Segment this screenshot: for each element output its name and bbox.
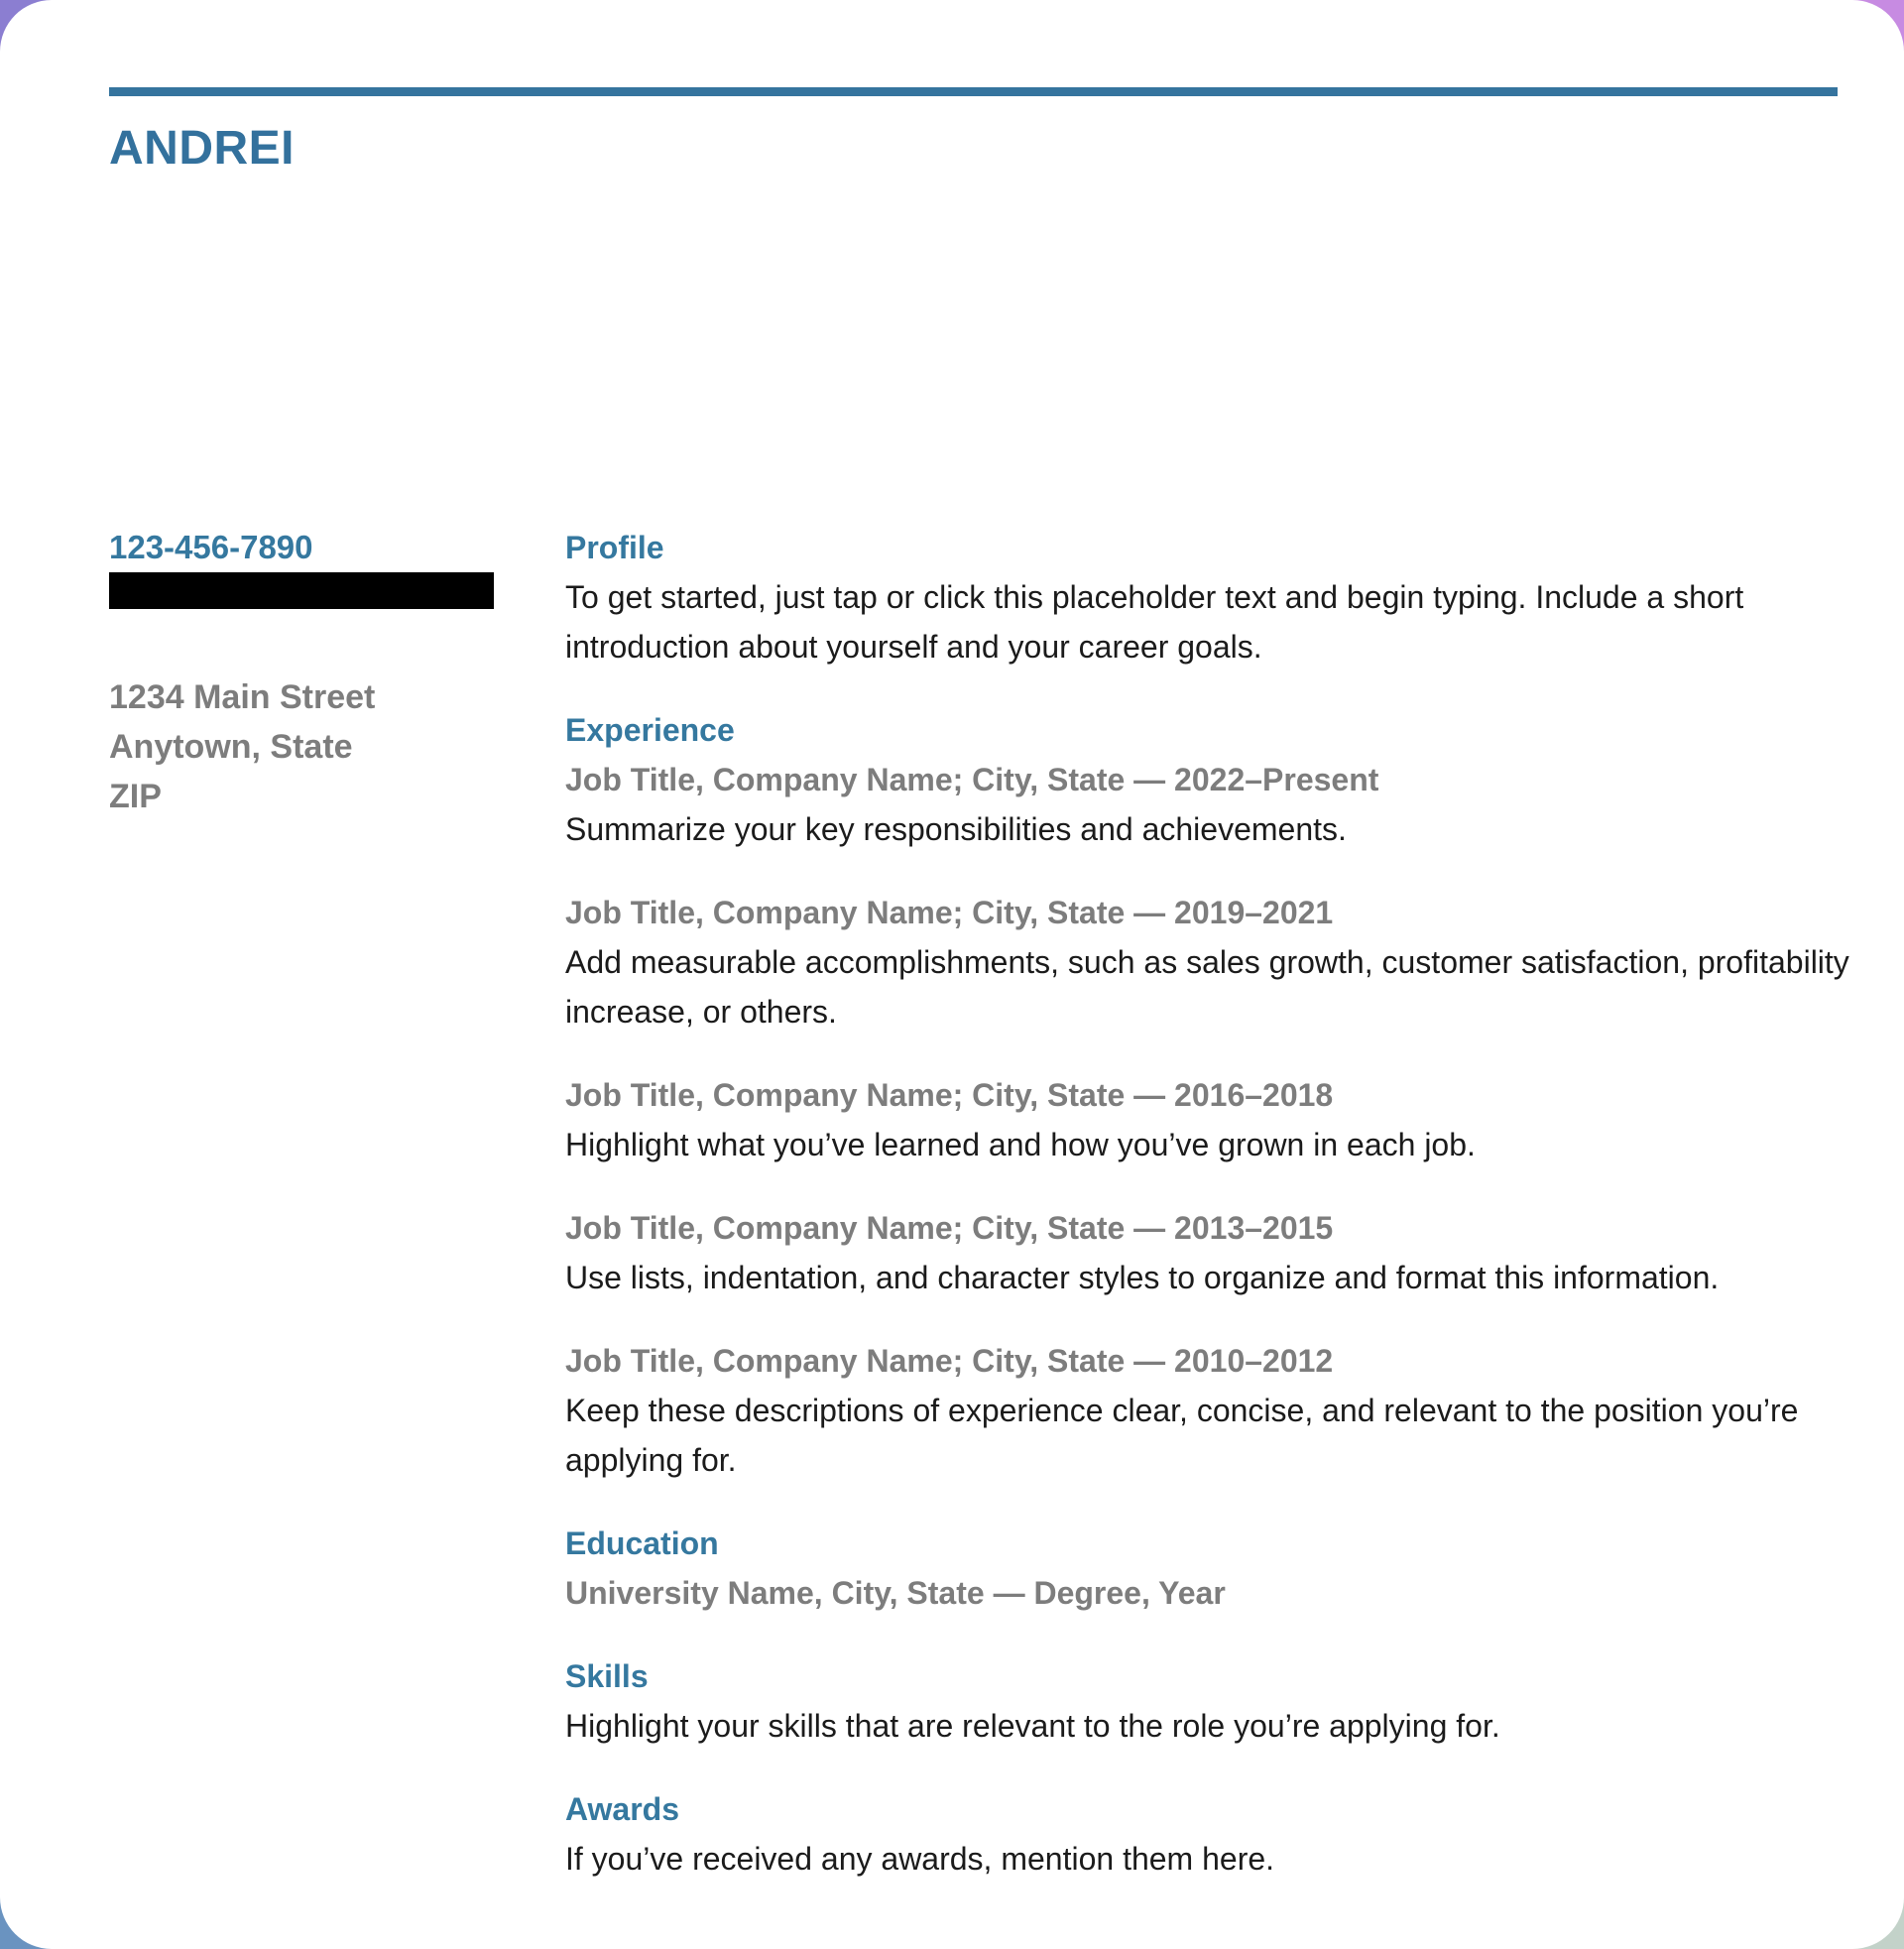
contact-column xyxy=(109,523,565,1917)
job-entry xyxy=(565,888,1854,1036)
section-experience xyxy=(565,705,1854,854)
job-entry xyxy=(565,1203,1854,1302)
education-heading: Education xyxy=(565,1525,719,1561)
job-title[interactable]: Job Title, Company Name; City, State — 2022–Present xyxy=(565,762,1379,797)
job-description[interactable]: Keep these descriptions of experience clear, concise, and relevant to the position you’re applying for. xyxy=(565,1393,1799,1478)
section-skills xyxy=(565,1651,1854,1751)
job-entry xyxy=(565,1070,1854,1169)
address-line-city[interactable]: Anytown, State xyxy=(109,728,353,766)
job-description[interactable]: Add measurable accomplishments, such as sales growth, customer satisfaction, profitability increase, or others. xyxy=(565,944,1849,1030)
address-line-street[interactable]: 1234 Main Street xyxy=(109,678,376,716)
section-profile xyxy=(565,523,1854,671)
job-title[interactable]: Job Title, Company Name; City, State — 2019–2021 xyxy=(565,895,1334,930)
profile-heading: Profile xyxy=(565,530,664,565)
accent-rule xyxy=(109,87,1838,96)
job-description[interactable]: Highlight what you’ve learned and how you’ve grown in each job. xyxy=(565,1127,1476,1162)
skills-placeholder-text[interactable]: Highlight your skills that are relevant to the role you’re applying for. xyxy=(565,1708,1500,1744)
job-title[interactable]: Job Title, Company Name; City, State — 2013–2015 xyxy=(565,1210,1334,1246)
job-description[interactable]: Use lists, indentation, and character styles to organize and format this information. xyxy=(565,1260,1720,1295)
phone-number[interactable]: 123-456-7890 xyxy=(109,529,313,565)
job-title[interactable]: Job Title, Company Name; City, State — 2016–2018 xyxy=(565,1077,1334,1113)
section-awards xyxy=(565,1784,1854,1884)
education-entry[interactable]: University Name, City, State — Degree, Year xyxy=(565,1575,1226,1611)
address-block[interactable] xyxy=(109,672,565,821)
job-description[interactable]: Summarize your key responsibilities and achievements. xyxy=(565,811,1347,847)
page-columns xyxy=(109,523,1854,1917)
redaction-bar xyxy=(109,572,494,609)
content-column xyxy=(565,523,1854,1917)
awards-heading: Awards xyxy=(565,1791,680,1827)
section-education xyxy=(565,1519,1854,1618)
resume-name[interactable]: ANDREI xyxy=(109,122,296,175)
address-line-zip[interactable]: ZIP xyxy=(109,778,162,815)
experience-heading: Experience xyxy=(565,712,735,748)
profile-placeholder-text[interactable]: To get started, just tap or click this placeholder text and begin typing. Include a short introduction about yourself and your career goals. xyxy=(565,579,1744,665)
awards-placeholder-text[interactable]: If you’ve received any awards, mention them here. xyxy=(565,1841,1275,1877)
job-entry xyxy=(565,1336,1854,1485)
skills-heading: Skills xyxy=(565,1658,649,1694)
job-title[interactable]: Job Title, Company Name; City, State — 2010–2012 xyxy=(565,1343,1334,1379)
